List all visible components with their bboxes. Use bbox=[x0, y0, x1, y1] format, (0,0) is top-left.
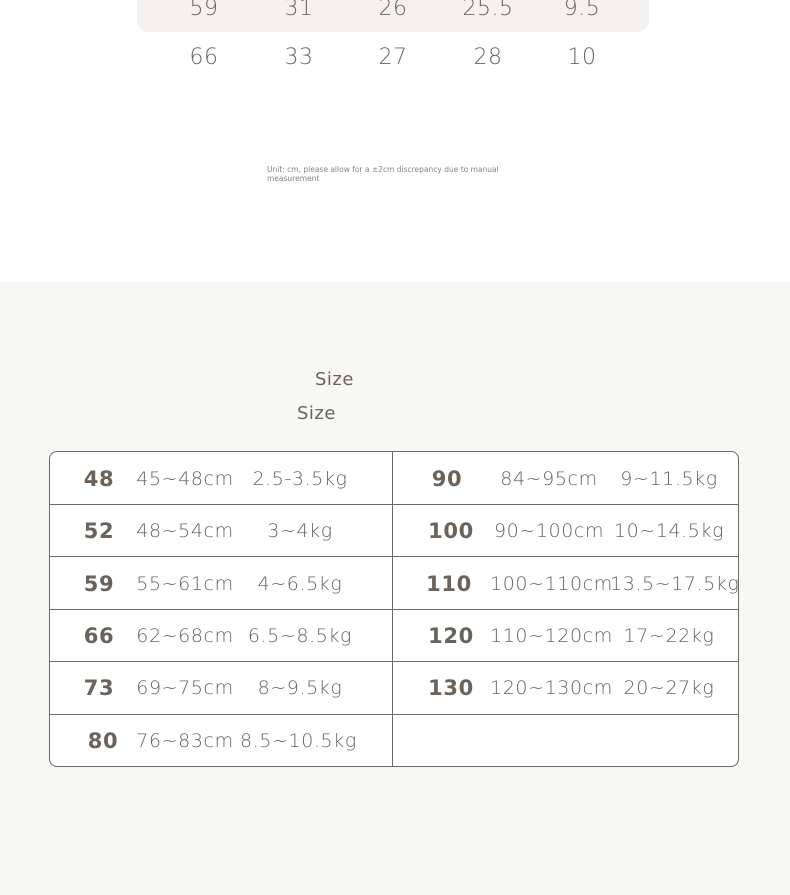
weight-cell: 10~14.5kg bbox=[613, 520, 725, 542]
measurement-note: Unit: cm, please allow for a ±2cm discrepancy due to manual measurement bbox=[267, 165, 499, 183]
size-cell: 90 bbox=[431, 467, 463, 491]
measurement-cell: 27 bbox=[378, 45, 408, 70]
height-cell: 76~83cm bbox=[136, 730, 234, 752]
size-cell: 100 bbox=[428, 519, 474, 543]
height-cell: 69~75cm bbox=[136, 677, 234, 699]
height-cell: 110~120cm bbox=[490, 625, 613, 647]
measurement-row bbox=[137, 0, 649, 32]
table-row bbox=[50, 504, 738, 556]
height-cell: 48~54cm bbox=[136, 520, 234, 542]
table-row bbox=[50, 452, 738, 504]
table-row bbox=[50, 661, 738, 713]
size-cell: 73 bbox=[83, 676, 115, 700]
height-cell: 62~68cm bbox=[136, 625, 234, 647]
weight-cell: 6.5~8.5kg bbox=[247, 625, 353, 647]
size-cell: 48 bbox=[83, 467, 115, 491]
measurement-row bbox=[137, 35, 649, 81]
measurement-cell: 9.5 bbox=[563, 0, 601, 21]
height-cell: 90~100cm bbox=[493, 520, 605, 542]
weight-cell: 20~27kg bbox=[623, 677, 715, 699]
size-cell: 52 bbox=[83, 519, 115, 543]
measurement-cell: 31 bbox=[284, 0, 314, 21]
weight-cell: 13.5~17.5kg bbox=[610, 573, 740, 595]
size-cell: 130 bbox=[428, 676, 474, 700]
size-title: Size bbox=[315, 369, 354, 390]
measurement-cell: 10 bbox=[567, 45, 597, 70]
weight-cell: 8.5~10.5kg bbox=[240, 730, 357, 752]
weight-cell: 4~6.5kg bbox=[257, 573, 343, 595]
size-cell: 80 bbox=[87, 729, 119, 753]
table-row bbox=[50, 557, 738, 609]
measurement-cell: 28 bbox=[473, 45, 503, 70]
size-cell: 66 bbox=[83, 624, 115, 648]
height-cell: 55~61cm bbox=[136, 573, 234, 595]
weight-cell: 9~11.5kg bbox=[620, 468, 718, 490]
height-cell: 84~95cm bbox=[500, 468, 598, 490]
height-cell: 45~48cm bbox=[136, 468, 234, 490]
measurement-cell: 59 bbox=[189, 0, 219, 21]
size-subtitle: Size bbox=[297, 403, 336, 424]
measurement-cell: 26 bbox=[378, 0, 408, 21]
size-cell: 120 bbox=[428, 624, 474, 648]
table-row bbox=[50, 609, 738, 661]
height-cell: 100~110cm bbox=[490, 573, 613, 595]
height-cell: 120~130cm bbox=[490, 677, 613, 699]
table-row bbox=[50, 714, 738, 766]
measurement-cell: 33 bbox=[284, 45, 314, 70]
size-cell: 59 bbox=[83, 572, 115, 596]
weight-cell: 3~4kg bbox=[267, 520, 333, 542]
weight-cell: 17~22kg bbox=[623, 625, 715, 647]
measurement-cell: 25.5 bbox=[462, 0, 514, 21]
size-cell: 110 bbox=[426, 572, 472, 596]
weight-cell: 2.5-3.5kg bbox=[252, 468, 348, 490]
size-table bbox=[49, 451, 739, 767]
measurement-cell: 66 bbox=[189, 45, 219, 70]
measurement-section bbox=[0, 0, 790, 282]
weight-cell: 8~9.5kg bbox=[257, 677, 343, 699]
